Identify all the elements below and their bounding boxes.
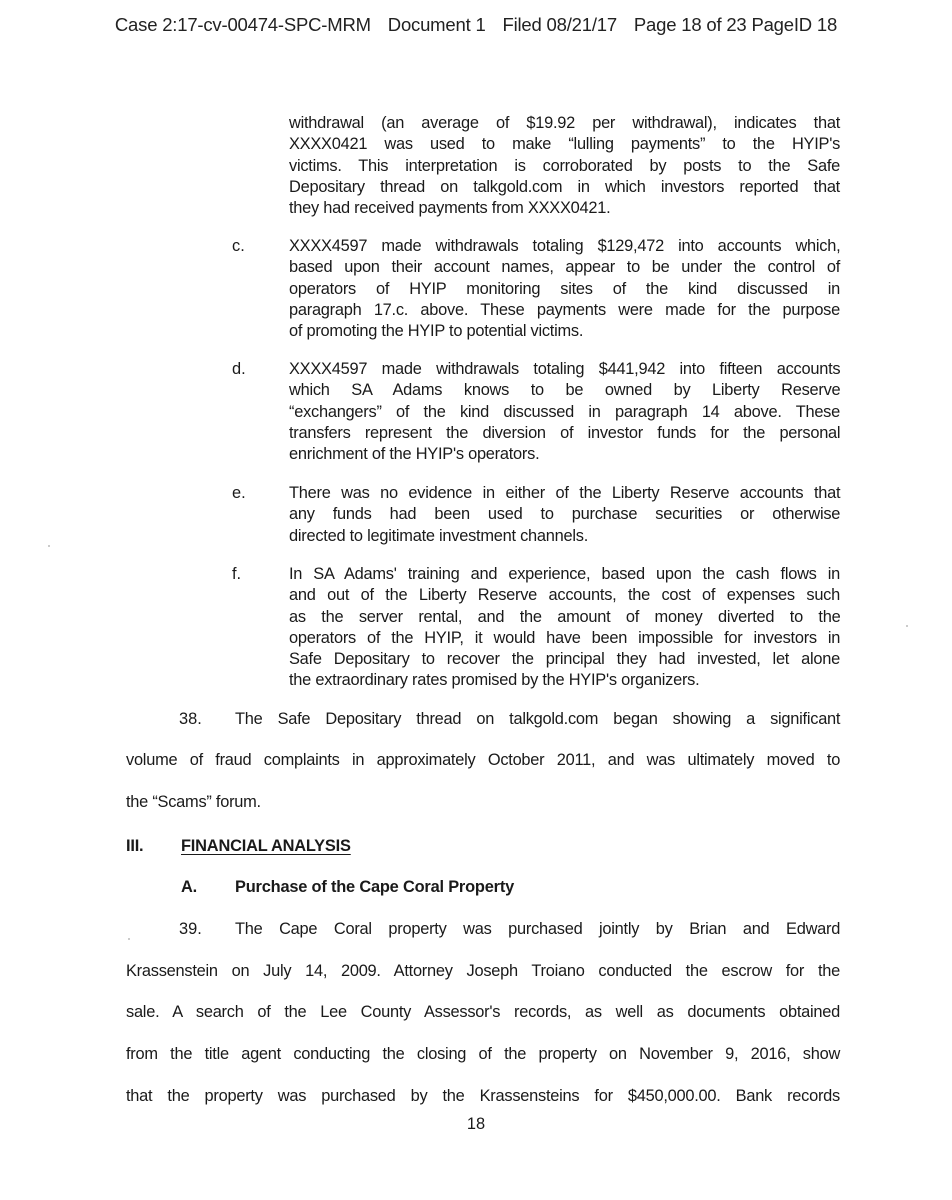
paragraph-38-line-1	[235, 709, 840, 730]
text-line: the extraordinary rates promised by the HYIP's organizers.	[289, 671, 700, 690]
item-d-text	[289, 359, 840, 465]
paragraph-39-line-5	[126, 1086, 840, 1107]
subsection-letter: A.	[181, 878, 197, 896]
section-title: FINANCIAL ANALYSIS	[181, 837, 351, 855]
case-header	[0, 14, 952, 36]
page-id: Page 18 of 23 PageID 18	[633, 14, 838, 35]
filed-date: Filed 08/21/17	[502, 14, 617, 35]
text-line: victims. This interpretation is corroborated by posts to the Safe	[289, 156, 840, 175]
text-line: any funds had been used to purchase securities or otherwise	[289, 505, 841, 524]
item-c-label: c.	[232, 237, 245, 255]
text-line: operators of HYIP monitoring sites of the kind discussed in	[289, 279, 840, 298]
text-line: of promoting the HYIP to potential victims.	[289, 322, 584, 341]
scan-speck	[128, 938, 130, 940]
paragraph-39-line-3	[126, 1002, 840, 1023]
text-line: enrichment of the HYIP's operators.	[289, 445, 540, 464]
text-line: as the server rental, and the amount of money diverted to the	[289, 607, 841, 626]
text-line: XXXX4597 made withdrawals totaling $129,472 into accounts which,	[289, 237, 841, 255]
text-line: volume of fraud complaints in approximately October 2011, and was ultimately moved to	[126, 751, 841, 769]
paragraph-39-line-1	[235, 919, 840, 940]
paragraph-38-line-3	[126, 792, 840, 813]
paragraph-39-line-4	[126, 1044, 840, 1065]
text-line: which SA Adams knows to be owned by Liberty Reserve	[289, 381, 841, 400]
document-number: Document 1	[387, 14, 486, 35]
text-line: The Safe Depositary thread on talkgold.com began showing a significant	[235, 710, 841, 728]
paragraph-39-line-2	[126, 961, 840, 982]
text-line: from the title agent conducting the closing of the property on November 9, 2016, show	[126, 1045, 841, 1063]
scan-speck	[906, 625, 908, 627]
text-line: sale. A search of the Lee County Assessor's records, as well as documents obtained	[126, 1003, 840, 1021]
text-line: directed to legitimate investment channels.	[289, 526, 589, 545]
item-b-continuation	[289, 113, 840, 219]
text-line: the “Scams” forum.	[126, 793, 261, 811]
text-line: and out of the Liberty Reserve accounts, the cost of expenses such	[289, 586, 840, 605]
text-line: XXXX0421 was used to make “lulling payments” to the HYIP's	[289, 135, 841, 154]
paragraph-39-number: 39.	[179, 920, 202, 938]
text-line: The Cape Coral property was purchased jointly by Brian and Edward	[235, 920, 841, 938]
item-e-text	[289, 483, 840, 547]
text-line: paragraph 17.c. above. These payments were made for the purpose	[289, 300, 840, 319]
page-number: 18	[466, 1115, 486, 1133]
text-line: XXXX4597 made withdrawals totaling $441,942 into fifteen accounts	[289, 360, 841, 378]
item-d-label: d.	[232, 360, 246, 378]
text-line: In SA Adams' training and experience, based upon the cash flows in	[289, 565, 840, 583]
item-c-text	[289, 236, 840, 342]
text-line: “exchangers” of the kind discussed in paragraph 14 above. These	[289, 402, 840, 421]
item-f-text	[289, 564, 840, 692]
item-e-label: e.	[232, 484, 246, 502]
item-f-label: f.	[232, 565, 242, 583]
paragraph-38-line-2	[126, 750, 840, 771]
text-line: withdrawal (an average of $19.92 per withdrawal), indicates that	[289, 114, 840, 132]
text-line: Safe Depositary to recover the principal they had invested, let alone	[289, 650, 840, 669]
text-line: based upon their account names, appear to be under the control of	[289, 258, 840, 277]
text-line: they had received payments from XXXX0421.	[289, 199, 611, 218]
text-line: Depositary thread on talkgold.com in which investors reported that	[289, 177, 840, 196]
text-line: that the property was purchased by the Krassensteins for $450,000.00. Bank records	[126, 1087, 840, 1105]
section-number: III.	[126, 837, 144, 855]
text-line: operators of the HYIP, it would have been impossible for investors in	[289, 628, 841, 647]
text-line: There was no evidence in either of the Liberty Reserve accounts that	[289, 484, 841, 502]
paragraph-38-number: 38.	[179, 710, 202, 728]
subsection-title: Purchase of the Cape Coral Property	[235, 878, 515, 896]
case-number: Case 2:17-cv-00474-SPC-MRM	[114, 14, 371, 35]
text-line: Krassenstein on July 14, 2009. Attorney Joseph Troiano conducted the escrow for the	[126, 962, 840, 980]
scan-speck	[48, 545, 50, 547]
text-line: transfers represent the diversion of investor funds for the personal	[289, 423, 841, 442]
